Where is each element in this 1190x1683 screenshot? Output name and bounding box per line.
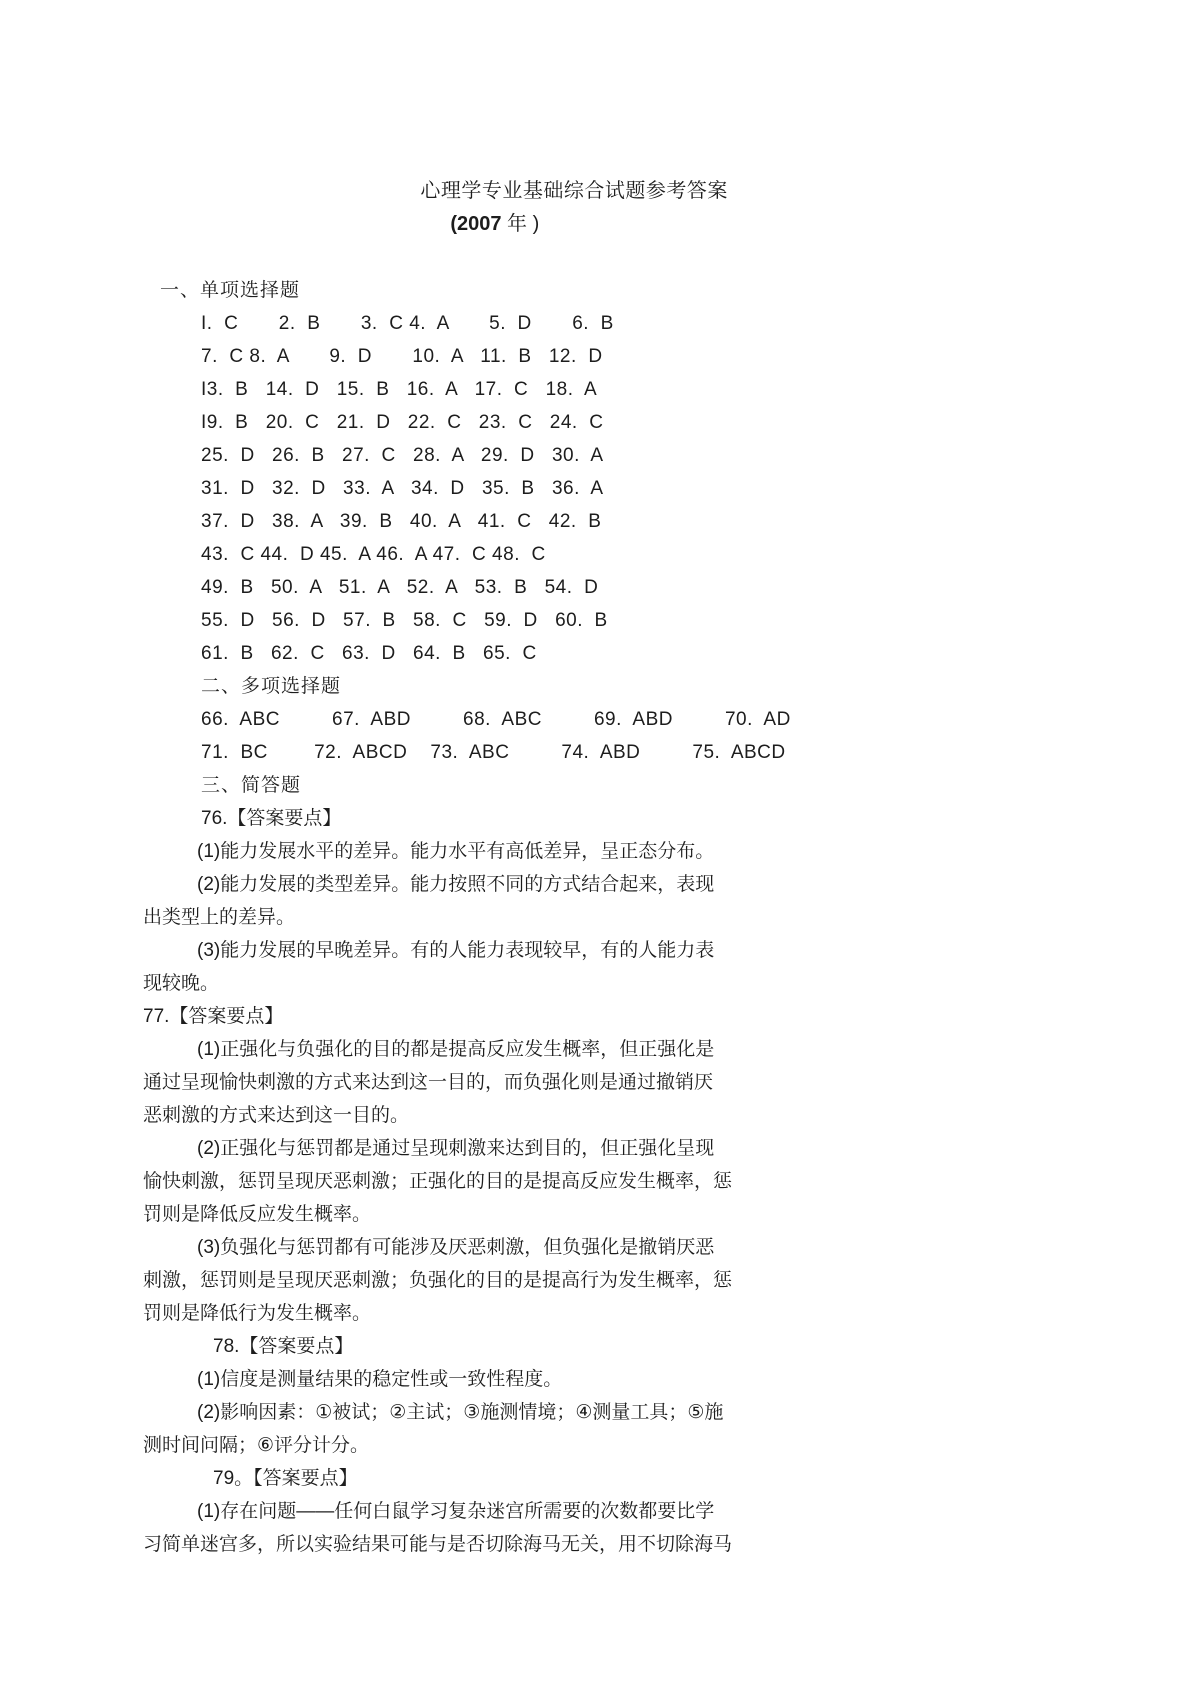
answer-77-point-3-line-1: (3)负强化与惩罚都有可能涉及厌恶刺激，但负强化是撤销厌恶	[197, 1237, 715, 1258]
single-choice-answers-line-7: 37. D 38. A 39. B 40. A 41. C 42. B	[201, 511, 602, 532]
document-body	[143, 274, 1190, 1561]
single-choice-answers-line-6: 31. D 32. D 33. A 34. D 35. B 36. A	[201, 478, 604, 499]
page-title-text: 心理学专业基础综合试题参考答案	[420, 180, 728, 202]
section-short-answer: 三、简答题	[201, 775, 302, 796]
multi-choice-answers-line-2: 71. BC 72. ABCD 73. ABC 74. ABD 75. ABCD	[201, 742, 786, 763]
single-choice-answers-line-10: 55. D 56. D 57. B 58. C 59. D 60. B	[201, 610, 608, 631]
answer-78-point-2-line-2: 测时间问隔；⑥评分计分。	[143, 1435, 370, 1456]
answer-76-point-3-line-1: (3)能力发展的早晚差异。有的人能力表现较早，有的人能力表	[197, 940, 715, 961]
answer-76-heading: 76.【答案要点】	[201, 808, 342, 829]
answer-77-point-1-line-2: 通过呈现愉快刺激的方式来达到这一目的，而负强化则是通过撤销厌	[143, 1072, 714, 1093]
answer-77-heading: 77.【答案要点】	[143, 1006, 284, 1027]
answer-76-point-3-line-2: 现较晚。	[143, 973, 220, 994]
page-title	[387, 142, 1190, 274]
answer-76-point-2-line-2: 出类型上的差异。	[143, 907, 296, 928]
single-choice-answers-line-5: 25. D 26. B 27. C 28. A 29. D 30. A	[201, 445, 604, 466]
answer-77-point-1-line-3: 恶刺激的方式来达到这一目的。	[143, 1105, 410, 1126]
page-title-year-number: (2007	[450, 213, 502, 235]
answer-77-point-1-line-1: (1)正强化与负强化的目的都是提高反应发生概率，但正强化是	[197, 1039, 715, 1060]
single-choice-answers-line-9: 49. B 50. A 51. A 52. A 53. B 54. D	[201, 577, 599, 598]
answer-76-point-1: (1)能力发展水平的差异。能力水平有高低差异，呈正态分布。	[197, 841, 715, 862]
answer-77-point-3-line-2: 刺激，惩罚则是呈现厌恶刺激；负强化的目的是提高行为发生概率，惩	[143, 1270, 733, 1291]
page-title-year-suffix: 年 )	[501, 213, 540, 235]
answer-77-point-2-line-3: 罚则是降低反应发生概率。	[143, 1204, 372, 1225]
answer-76-point-2-line-1: (2)能力发展的类型差异。能力按照不同的方式结合起来，表现	[197, 874, 715, 895]
answer-79-heading: 79。【答案要点】	[213, 1468, 358, 1489]
single-choice-answers-line-11: 61. B 62. C 63. D 64. B 65. C	[201, 643, 537, 664]
answer-78-heading: 78.【答案要点】	[213, 1336, 354, 1357]
single-choice-answers-line-1: I. C 2. B 3. C 4. A 5. D 6. B	[201, 313, 614, 334]
single-choice-answers-line-8: 43. C 44. D 45. A 46. A 47. C 48. C	[201, 544, 546, 565]
section-multi-choice: 二、多项选择题	[201, 676, 342, 697]
single-choice-answers-line-2: 7. C 8. A 9. D 10. A 11. B 12. D	[201, 346, 603, 367]
answer-78-point-2-line-1: (2)影响因素：①被试；②主试；③施测情境；④测量工具；⑤施	[197, 1402, 724, 1423]
page-title-year	[450, 213, 539, 235]
single-choice-answers-line-3: I3. B 14. D 15. B 16. A 17. C 18. A	[201, 379, 598, 400]
section-single-choice: 一、单项选择题	[160, 280, 301, 301]
answer-77-point-2-line-2: 愉快刺激，惩罚呈现厌恶刺激；正强化的目的是提高反应发生概率，惩	[143, 1171, 733, 1192]
single-choice-answers-line-4: I9. B 20. C 21. D 22. C 23. C 24. C	[201, 412, 604, 433]
answer-77-point-2-line-1: (2)正强化与惩罚都是通过呈现刺激来达到目的，但正强化呈现	[197, 1138, 715, 1159]
answer-79-point-1-line-1: (1)存在问题——任何白鼠学习复杂迷宫所需要的次数都要比学	[197, 1501, 715, 1522]
answer-79-point-1-line-2: 习简单迷宫多，所以实验结果可能与是否切除海马无关，用不切除海马	[143, 1534, 733, 1555]
multi-choice-answers-line-1: 66. ABC 67. ABD 68. ABC 69. ABD 70. AD	[201, 709, 791, 730]
answer-78-point-1: (1)信度是测量结果的稳定性或一致性程度。	[197, 1369, 563, 1390]
answer-77-point-3-line-3: 罚则是降低行为发生概率。	[143, 1303, 372, 1324]
